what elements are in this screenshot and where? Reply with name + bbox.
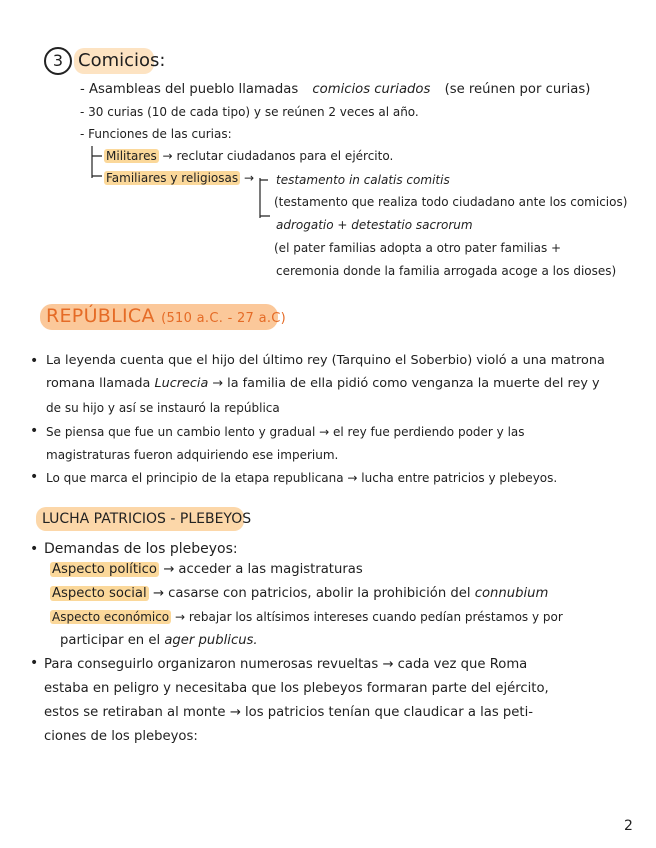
lucrecia: Lucrecia	[154, 376, 209, 391]
para-l1: Para conseguirlo organizaron numerosas revueltas → cada vez que Roma	[44, 657, 528, 672]
ager-publicus: ager publicus.	[164, 633, 258, 648]
familiares-bracket	[256, 176, 276, 226]
bullet: •	[30, 655, 39, 671]
republica-b2-l1: Se piensa que fue un cambio lento y gradual → el rey fue perdiendo poder y las	[46, 425, 525, 439]
republica-title: REPÚBLICA	[46, 305, 155, 327]
text: → rebajar los altísimos intereses cuando pedían préstamos y por	[174, 610, 563, 624]
familiares-line	[104, 172, 254, 184]
para-l4: ciones de los plebeyos:	[44, 729, 198, 744]
text: → acceder a las magistraturas	[163, 562, 363, 577]
politico-line	[50, 563, 363, 576]
social-line	[50, 587, 548, 600]
comicios-line-2: - 30 curias (10 de cada tipo) y se reúnen 2 veces al año.	[80, 105, 419, 119]
republica-b2-l2: magistraturas fueron adquiriendo ese imperium.	[46, 448, 339, 462]
politico-label: Aspecto político	[52, 562, 157, 577]
republica-heading	[46, 307, 286, 326]
economico-line	[50, 611, 563, 623]
demandas-line: Demandas de los plebeyos:	[44, 541, 238, 557]
militares-label: Militares	[106, 149, 157, 163]
republica-b1-l1: La leyenda cuenta que el hijo del último rey (Tarquino el Soberbio) violó a una matrona	[46, 353, 605, 368]
para-l3: estos se retiraban al monte → los patricios tenían que claudicar a las peti-	[44, 705, 533, 720]
republica-b1-l2	[46, 378, 600, 391]
republica-b3-l1: Lo que marca el principio de la etapa republicana → lucha entre patricios y plebeyos.	[46, 471, 558, 485]
comicios-line-3: - Funciones de las curias:	[80, 127, 232, 141]
text: participar en el	[60, 633, 161, 648]
bullet: •	[30, 469, 39, 485]
text: → la familia de ella pidió como venganza la muerte del rey y	[212, 376, 600, 391]
para-l2: estaba en peligro y necesitaba que los plebeyos formaran parte del ejército,	[44, 681, 549, 696]
social-label: Aspecto social	[52, 586, 147, 601]
republica-dates: (510 a.C. - 27 a.C)	[161, 311, 287, 326]
connubium: connubium	[474, 586, 549, 601]
term: comicios curiados	[312, 82, 431, 97]
text: → casarse con patricios, abolir la prohibición del	[152, 586, 471, 601]
arrow: →	[243, 171, 254, 185]
section-number-circle: 3	[44, 47, 72, 75]
section-title-comicios: Comicios:	[78, 50, 166, 71]
testamento-note: (testamento que realiza todo ciudadano ante los comicios)	[274, 195, 628, 209]
militares-line	[104, 150, 393, 162]
economico-label: Aspecto económico	[52, 610, 170, 624]
bullet: •	[30, 353, 39, 369]
text: (se reúnen por curias)	[444, 82, 591, 97]
text: - Asambleas del pueblo llamadas	[80, 82, 299, 97]
adrogatio-note-2: ceremonia donde la familia arrogada acoge a los dioses)	[276, 264, 617, 278]
adrogatio-note-1: (el pater familias adopta a otro pater familias +	[274, 241, 562, 255]
adrogatio-line: adrogatio + detestatio sacrorum	[276, 218, 473, 232]
arrow: →	[162, 149, 173, 163]
text: romana llamada	[46, 376, 151, 391]
bullet: •	[30, 423, 39, 439]
republica-b1-l3: de su hijo y así se instauró la república	[46, 401, 280, 415]
familiares-label: Familiares y religiosas	[106, 171, 239, 185]
militares-text: reclutar ciudadanos para el ejército.	[176, 149, 394, 163]
economico-line-2	[60, 634, 258, 647]
comicios-line-1	[80, 83, 590, 96]
lucha-heading: LUCHA PATRICIOS - PLEBEYOS	[42, 511, 252, 527]
bullet: •	[30, 541, 39, 557]
testamento-line: testamento in calatis comitis	[276, 173, 450, 187]
page-number: 2	[624, 818, 633, 834]
